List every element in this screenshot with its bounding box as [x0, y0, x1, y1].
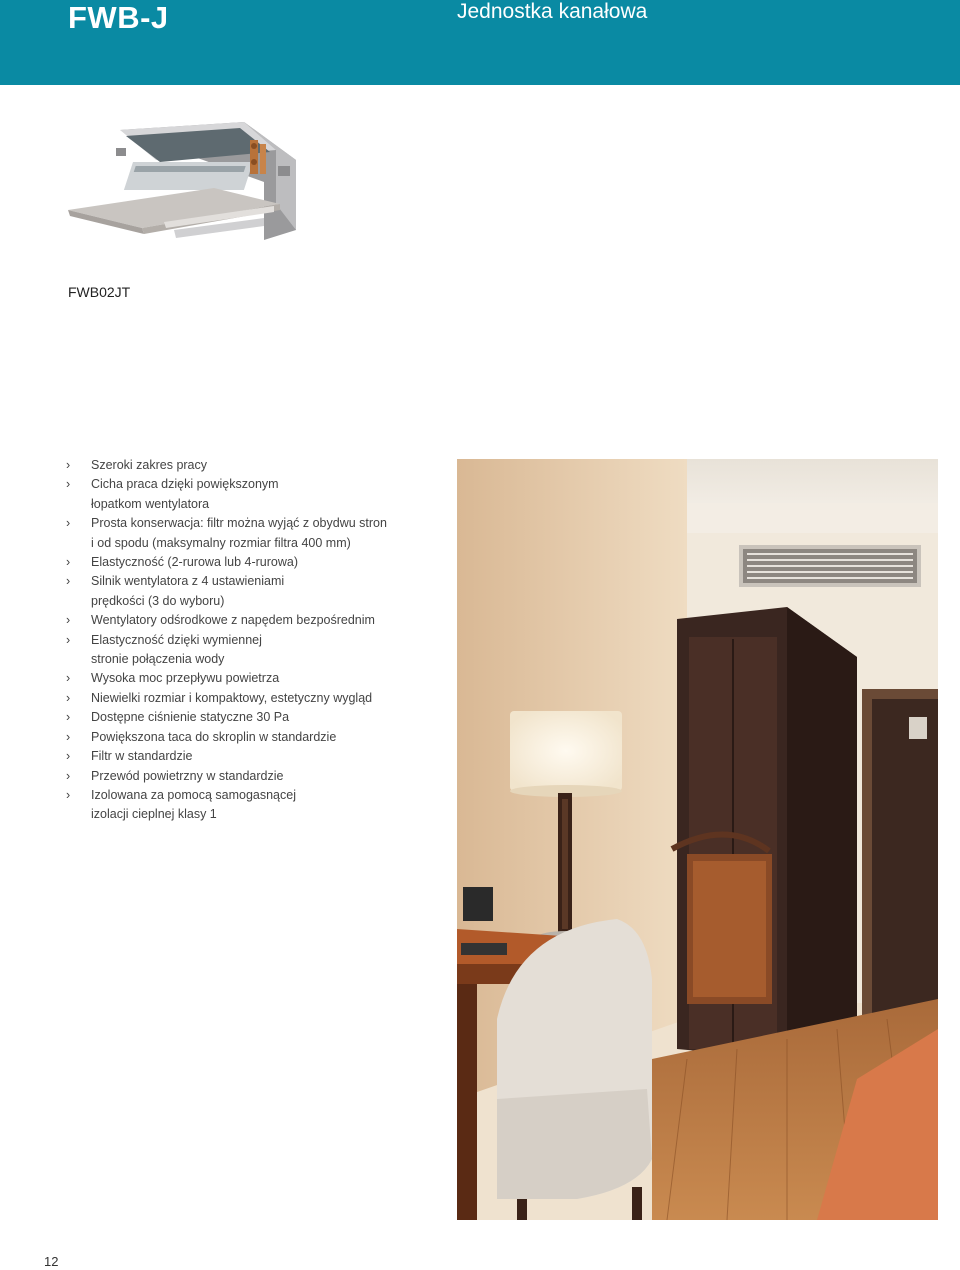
feature-line: Silnik wentylatora z 4 ustawieniami	[91, 574, 285, 589]
feature-line: Filtr w standardzie	[91, 749, 193, 764]
header-bar	[0, 0, 960, 85]
feature-item	[66, 514, 446, 553]
feature-line: Dostępne ciśnienie statyczne 30 Pa	[91, 710, 290, 725]
feature-item	[66, 708, 446, 727]
feature-line: stronie połączenia wody	[91, 652, 225, 667]
feature-line: Przewód powietrzny w standardzie	[91, 768, 284, 783]
feature-item	[66, 786, 446, 825]
chevron-right-icon: ›	[66, 574, 71, 589]
feature-line: i od spodu (maksymalny rozmiar filtra 400 mm)	[91, 535, 351, 550]
chevron-right-icon: ›	[66, 613, 71, 628]
hotel-room-photo	[457, 459, 938, 1220]
feature-item	[66, 689, 446, 708]
chevron-right-icon: ›	[66, 632, 71, 647]
feature-line: Elastyczność dzięki wymiennej	[91, 632, 262, 647]
feature-item	[66, 728, 446, 747]
model-code: FWB02JT	[68, 284, 131, 300]
feature-line: łopatkom wentylatora	[91, 496, 210, 511]
model-title: FWB-J	[68, 0, 169, 35]
chevron-right-icon: ›	[66, 671, 71, 686]
chevron-right-icon: ›	[66, 516, 71, 531]
category-title: Jednostka kanałowa	[457, 0, 648, 23]
feature-item	[66, 611, 446, 630]
feature-item	[66, 631, 446, 670]
chevron-right-icon: ›	[66, 749, 71, 764]
chevron-right-icon: ›	[66, 729, 71, 744]
feature-line: Powiększona taca do skroplin w standardzie	[91, 729, 337, 744]
page-number: 12	[44, 1254, 59, 1269]
feature-line: izolacji cieplnej klasy 1	[91, 807, 217, 822]
feature-item	[66, 669, 446, 688]
chevron-right-icon: ›	[66, 477, 71, 492]
chevron-right-icon: ›	[66, 710, 71, 725]
duct-unit-image	[64, 122, 300, 244]
chevron-right-icon: ›	[66, 768, 71, 783]
feature-item	[66, 456, 446, 475]
feature-line: prędkości (3 do wyboru)	[91, 593, 225, 608]
feature-line: Izolowana za pomocą samogasnącej	[91, 787, 296, 802]
chevron-right-icon: ›	[66, 555, 71, 570]
chevron-right-icon: ›	[66, 787, 71, 802]
chevron-right-icon: ›	[66, 690, 71, 705]
feature-line: Prosta konserwacja: filtr można wyjąć z obydwu stron	[91, 516, 387, 531]
chevron-right-icon: ›	[66, 458, 71, 472]
feature-line: Wysoka moc przepływu powietrza	[91, 671, 280, 686]
feature-line: Cicha praca dzięki powiększonym	[91, 477, 279, 492]
feature-item	[66, 572, 446, 611]
feature-item	[66, 747, 446, 766]
feature-line: Elastyczność (2-rurowa lub 4-rurowa)	[91, 555, 299, 570]
feature-item	[66, 475, 446, 514]
feature-item	[66, 767, 446, 786]
feature-line: Wentylatory odśrodkowe z napędem bezpośrednim	[91, 613, 375, 628]
feature-list	[66, 456, 446, 825]
feature-item	[66, 553, 446, 572]
feature-line: Niewielki rozmiar i kompaktowy, estetyczny wygląd	[91, 690, 373, 705]
feature-line: Szeroki zakres pracy	[91, 458, 208, 472]
